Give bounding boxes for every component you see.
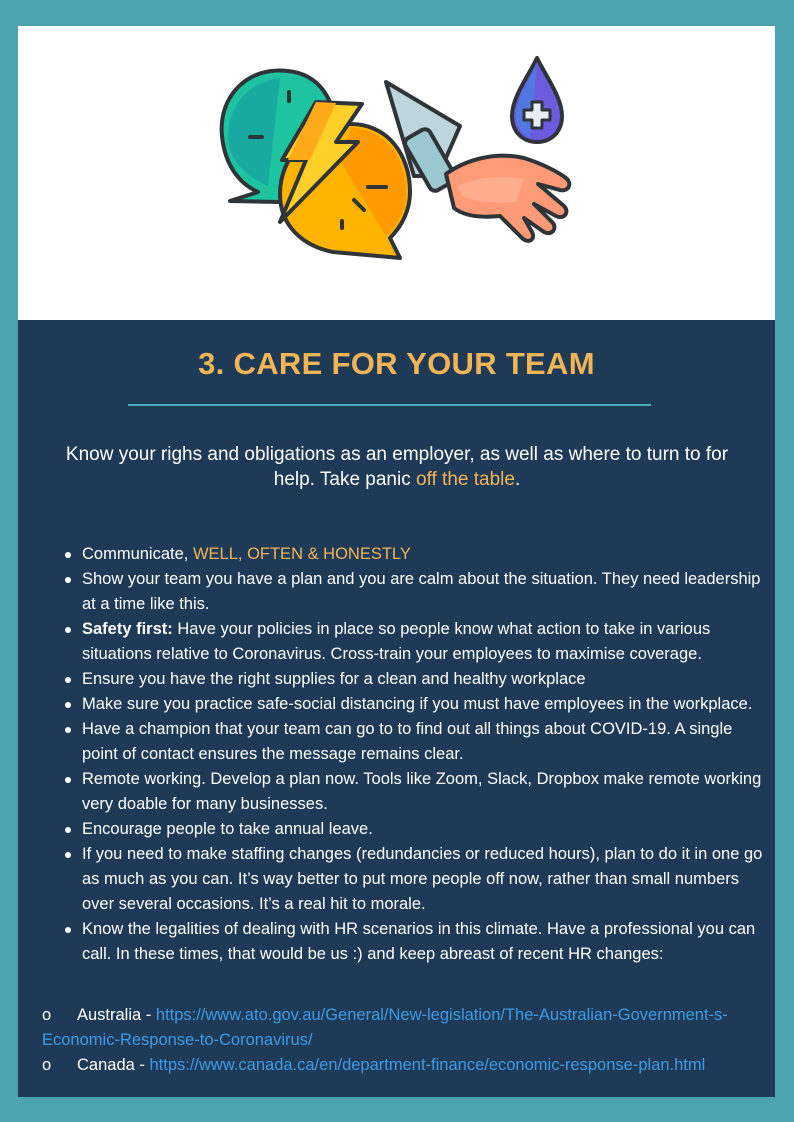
list-item-text: Have your policies in place so people know what action to take in various situations relative to Coronavirus. Cross-train your employees to maximise coverage. xyxy=(82,620,711,663)
list-item-text: Show your team you have a plan and you are calm about the situation. They need leadership at a time like this. xyxy=(82,570,761,613)
illustration xyxy=(18,26,775,320)
list-item-lead: Safety first: xyxy=(82,620,173,638)
list-item-text: If you need to make staffing changes (redundancies or reduced hours), plan to do it in one go as much as you can. It’s way better to put more people off now, rather than small numbers over several occasions. It’s a real hit to morale. xyxy=(82,845,763,913)
page xyxy=(18,26,775,1097)
resource-links xyxy=(42,1003,772,1078)
list-item xyxy=(82,917,772,967)
canada-link[interactable]: https://www.canada.ca/en/department-finance/economic-response-plan.html xyxy=(149,1056,706,1074)
intro-text: Know your righs and obligations as an employer, as well as where to turn to for help. Take panic xyxy=(65,444,729,490)
list-item xyxy=(82,617,772,667)
page-title: 3. CARE FOR YOUR TEAM xyxy=(198,346,595,381)
list-item xyxy=(82,817,772,842)
list-item xyxy=(82,842,772,917)
intro-paragraph xyxy=(58,442,736,492)
link-country: Canada - xyxy=(77,1056,150,1074)
australia-link[interactable]: https://www.ato.gov.au/General/New-legislation/The-Australian-Government-s-Economic-Response-to-Coronavirus/ xyxy=(42,1006,728,1049)
list-item xyxy=(82,567,772,617)
list-item-text: Remote working. Develop a plan now. Tools like Zoom, Slack, Dropbox make remote working very doable for many businesses. xyxy=(82,770,762,813)
list-item-text: Know the legalities of dealing with HR scenarios in this climate. Have a professional you can call. In these times, that would be us :) and keep abreast of recent HR changes: xyxy=(82,920,756,963)
list-item-text: Make sure you practice safe-social distancing if you must have employees in the workplace. xyxy=(82,695,753,713)
intro-end: . xyxy=(514,469,521,490)
list-item-text: Encourage people to take annual leave. xyxy=(82,820,373,838)
link-country: Australia - xyxy=(77,1006,156,1024)
link-row-canada xyxy=(42,1053,772,1078)
advice-list xyxy=(82,542,772,967)
list-item xyxy=(82,542,772,567)
hero-illustration xyxy=(18,26,775,320)
title-divider xyxy=(128,404,651,406)
list-marker: o xyxy=(42,1056,52,1074)
list-item-text: Have a champion that your team can go to to find out all things about COVID-19. A single point of contact ensures the message remains clear. xyxy=(82,720,733,763)
list-item xyxy=(82,717,772,767)
list-item xyxy=(82,692,772,717)
link-row-australia xyxy=(42,1003,772,1053)
list-item-text: Communicate, xyxy=(82,545,193,563)
list-item xyxy=(82,667,772,692)
medical-drop-icon xyxy=(512,58,562,142)
list-marker: o xyxy=(42,1006,52,1024)
list-item xyxy=(82,767,772,817)
list-item-highlight: WELL, OFTEN & HONESTLY xyxy=(192,545,411,563)
intro-highlight: off the table xyxy=(416,469,515,490)
list-item-text: Ensure you have the right supplies for a clean and healthy workplace xyxy=(82,670,586,688)
